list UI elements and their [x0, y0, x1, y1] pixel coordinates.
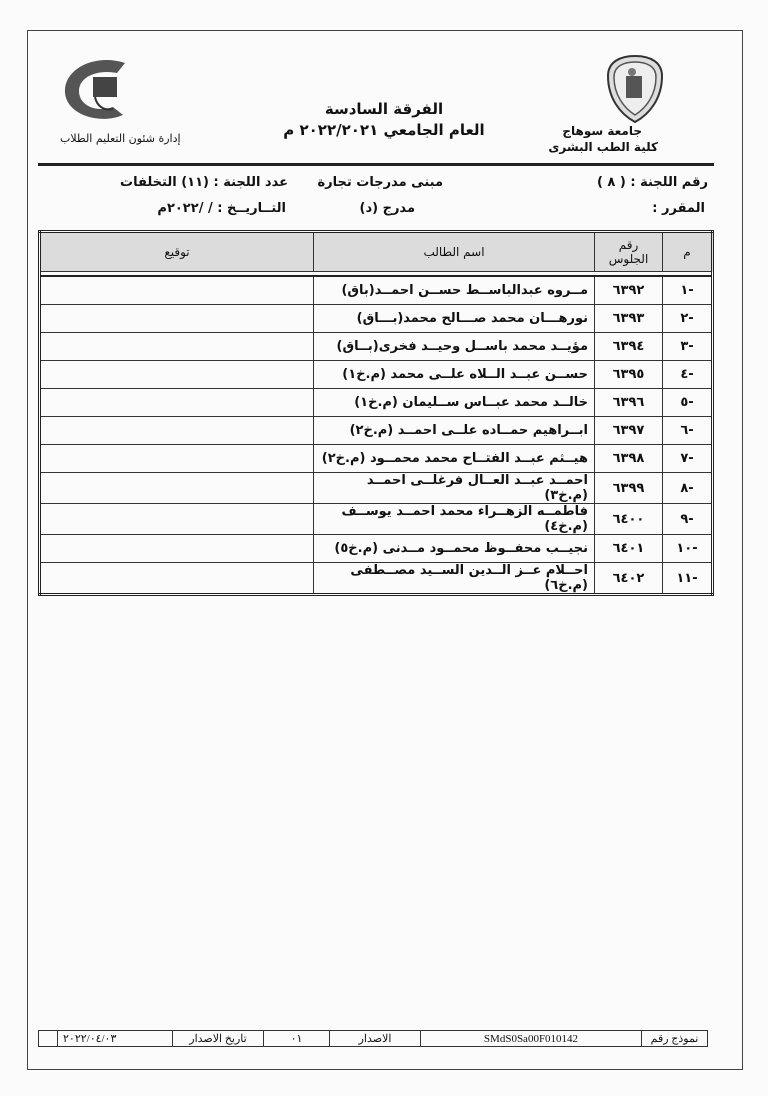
student-name: مــروه عبدالباســط حســن احمــد(باق)	[314, 276, 595, 305]
row-index: -١١	[663, 563, 713, 595]
footer-blank-cell	[39, 1031, 58, 1047]
signature-cell[interactable]	[40, 473, 314, 504]
table-row	[40, 389, 713, 417]
row-index: -٥	[663, 389, 713, 417]
signature-cell[interactable]	[40, 504, 314, 535]
student-name: احــلام عــز الــدين الســيد مصــطفى (م.خ٦)	[314, 563, 595, 595]
table-row	[40, 535, 713, 563]
seat-number: ٦٣٩٧	[595, 417, 663, 445]
row-index: -٧	[663, 445, 713, 473]
signature-cell[interactable]	[40, 389, 314, 417]
student-name: نورهـــان محمد صـــالح محمد(بـــاق)	[314, 305, 595, 333]
signature-cell[interactable]	[40, 417, 314, 445]
department-name: إدارة شئون التعليم الطلاب	[60, 132, 181, 145]
row-index: -٦	[663, 417, 713, 445]
student-name: احمــد عبــد العــال فرغلــى احمــد (م.خ٣)	[314, 473, 595, 504]
table-row	[40, 473, 713, 504]
row-index: -٢	[663, 305, 713, 333]
seat-number: ٦٣٩٨	[595, 445, 663, 473]
committee-count: عدد اللجنة : (١١) التخلفات	[120, 175, 288, 190]
seat-number: ٦٤٠٠	[595, 504, 663, 535]
faculty-name: كلية الطب البشرى	[548, 140, 658, 154]
table-header-row	[40, 232, 713, 272]
university-name: جامعة سوهاج	[562, 124, 642, 138]
row-index: -٤	[663, 361, 713, 389]
course-label: المقرر :	[652, 201, 705, 216]
signature-cell[interactable]	[40, 445, 314, 473]
academic-year: العام الجامعي ٢٠٢٢/٢٠٢١ م	[283, 121, 485, 139]
student-name: نجيــب محفــوظ محمــود مــدنى (م.خ٥)	[314, 535, 595, 563]
seat-number: ٦٣٩٤	[595, 333, 663, 361]
row-index: -٨	[663, 473, 713, 504]
row-index: -٣	[663, 333, 713, 361]
committee-number: رقم اللجنة : ( ٨ )	[596, 175, 708, 190]
col-header-signature: توقيع	[40, 232, 314, 272]
issue-date: ٢٠٢٢/٠٤/٠٣	[58, 1031, 173, 1047]
version-label: الاصدار	[330, 1031, 421, 1047]
table-row	[40, 417, 713, 445]
signature-cell[interactable]	[40, 276, 314, 305]
table-row	[40, 361, 713, 389]
student-name: فاطمــه الزهــراء محمد احمــد يوســف (م.خ٤)	[314, 504, 595, 535]
col-header-index: م	[663, 232, 713, 272]
year-group: الفرقة السادسة	[324, 100, 444, 118]
row-index: -١	[663, 276, 713, 305]
students-table	[38, 230, 714, 596]
seat-number: ٦٣٩٢	[595, 276, 663, 305]
row-index: -١٠	[663, 535, 713, 563]
seat-number: ٦٤٠٢	[595, 563, 663, 595]
student-name: ابــراهيم حمــاده علــى احمــد (م.خ٢)	[314, 417, 595, 445]
col-header-student-name: اسم الطالب	[314, 232, 595, 272]
student-name: مؤيــد محمد باســل وحيــد فخرى(بــاق)	[314, 333, 595, 361]
row-index: -٩	[663, 504, 713, 535]
form-number: SMdS0Sa00F010142	[421, 1031, 642, 1047]
student-name: خالــد محمد عبــاس ســليمان (م.خ١)	[314, 389, 595, 417]
signature-cell[interactable]	[40, 333, 314, 361]
col-header-seat-number: رقم الجلوس	[595, 232, 663, 272]
table-row	[40, 563, 713, 595]
table-row	[40, 504, 713, 535]
hall-name: مدرج (د)	[359, 201, 415, 216]
table-row	[40, 305, 713, 333]
seat-number: ٦٣٩٥	[595, 361, 663, 389]
building-name: مبنى مدرجات تجارة	[317, 175, 443, 190]
version-value: ٠١	[264, 1031, 330, 1047]
exam-date: التــاريــخ : / /٢٠٢٢م	[157, 201, 286, 216]
form-footer	[38, 1030, 708, 1047]
table-row	[40, 445, 713, 473]
header-divider	[38, 163, 714, 166]
seat-number: ٦٤٠١	[595, 535, 663, 563]
signature-cell[interactable]	[40, 361, 314, 389]
form-number-label: نموذج رقم	[642, 1031, 708, 1047]
signature-cell[interactable]	[40, 535, 314, 563]
seat-number: ٦٣٩٣	[595, 305, 663, 333]
signature-cell[interactable]	[40, 305, 314, 333]
student-name: هيــثم عبــد الفتــاح محمد محمــود (م.خ٢)	[314, 445, 595, 473]
table-row	[40, 333, 713, 361]
seat-number: ٦٣٩٩	[595, 473, 663, 504]
signature-cell[interactable]	[40, 563, 314, 595]
table-row	[40, 276, 713, 305]
seat-number: ٦٣٩٦	[595, 389, 663, 417]
student-name: حســن عبــد الــلاه علــى محمد (م.خ١)	[314, 361, 595, 389]
issue-date-label: تاريخ الاصدار	[173, 1031, 264, 1047]
faculty-logo	[55, 55, 155, 125]
